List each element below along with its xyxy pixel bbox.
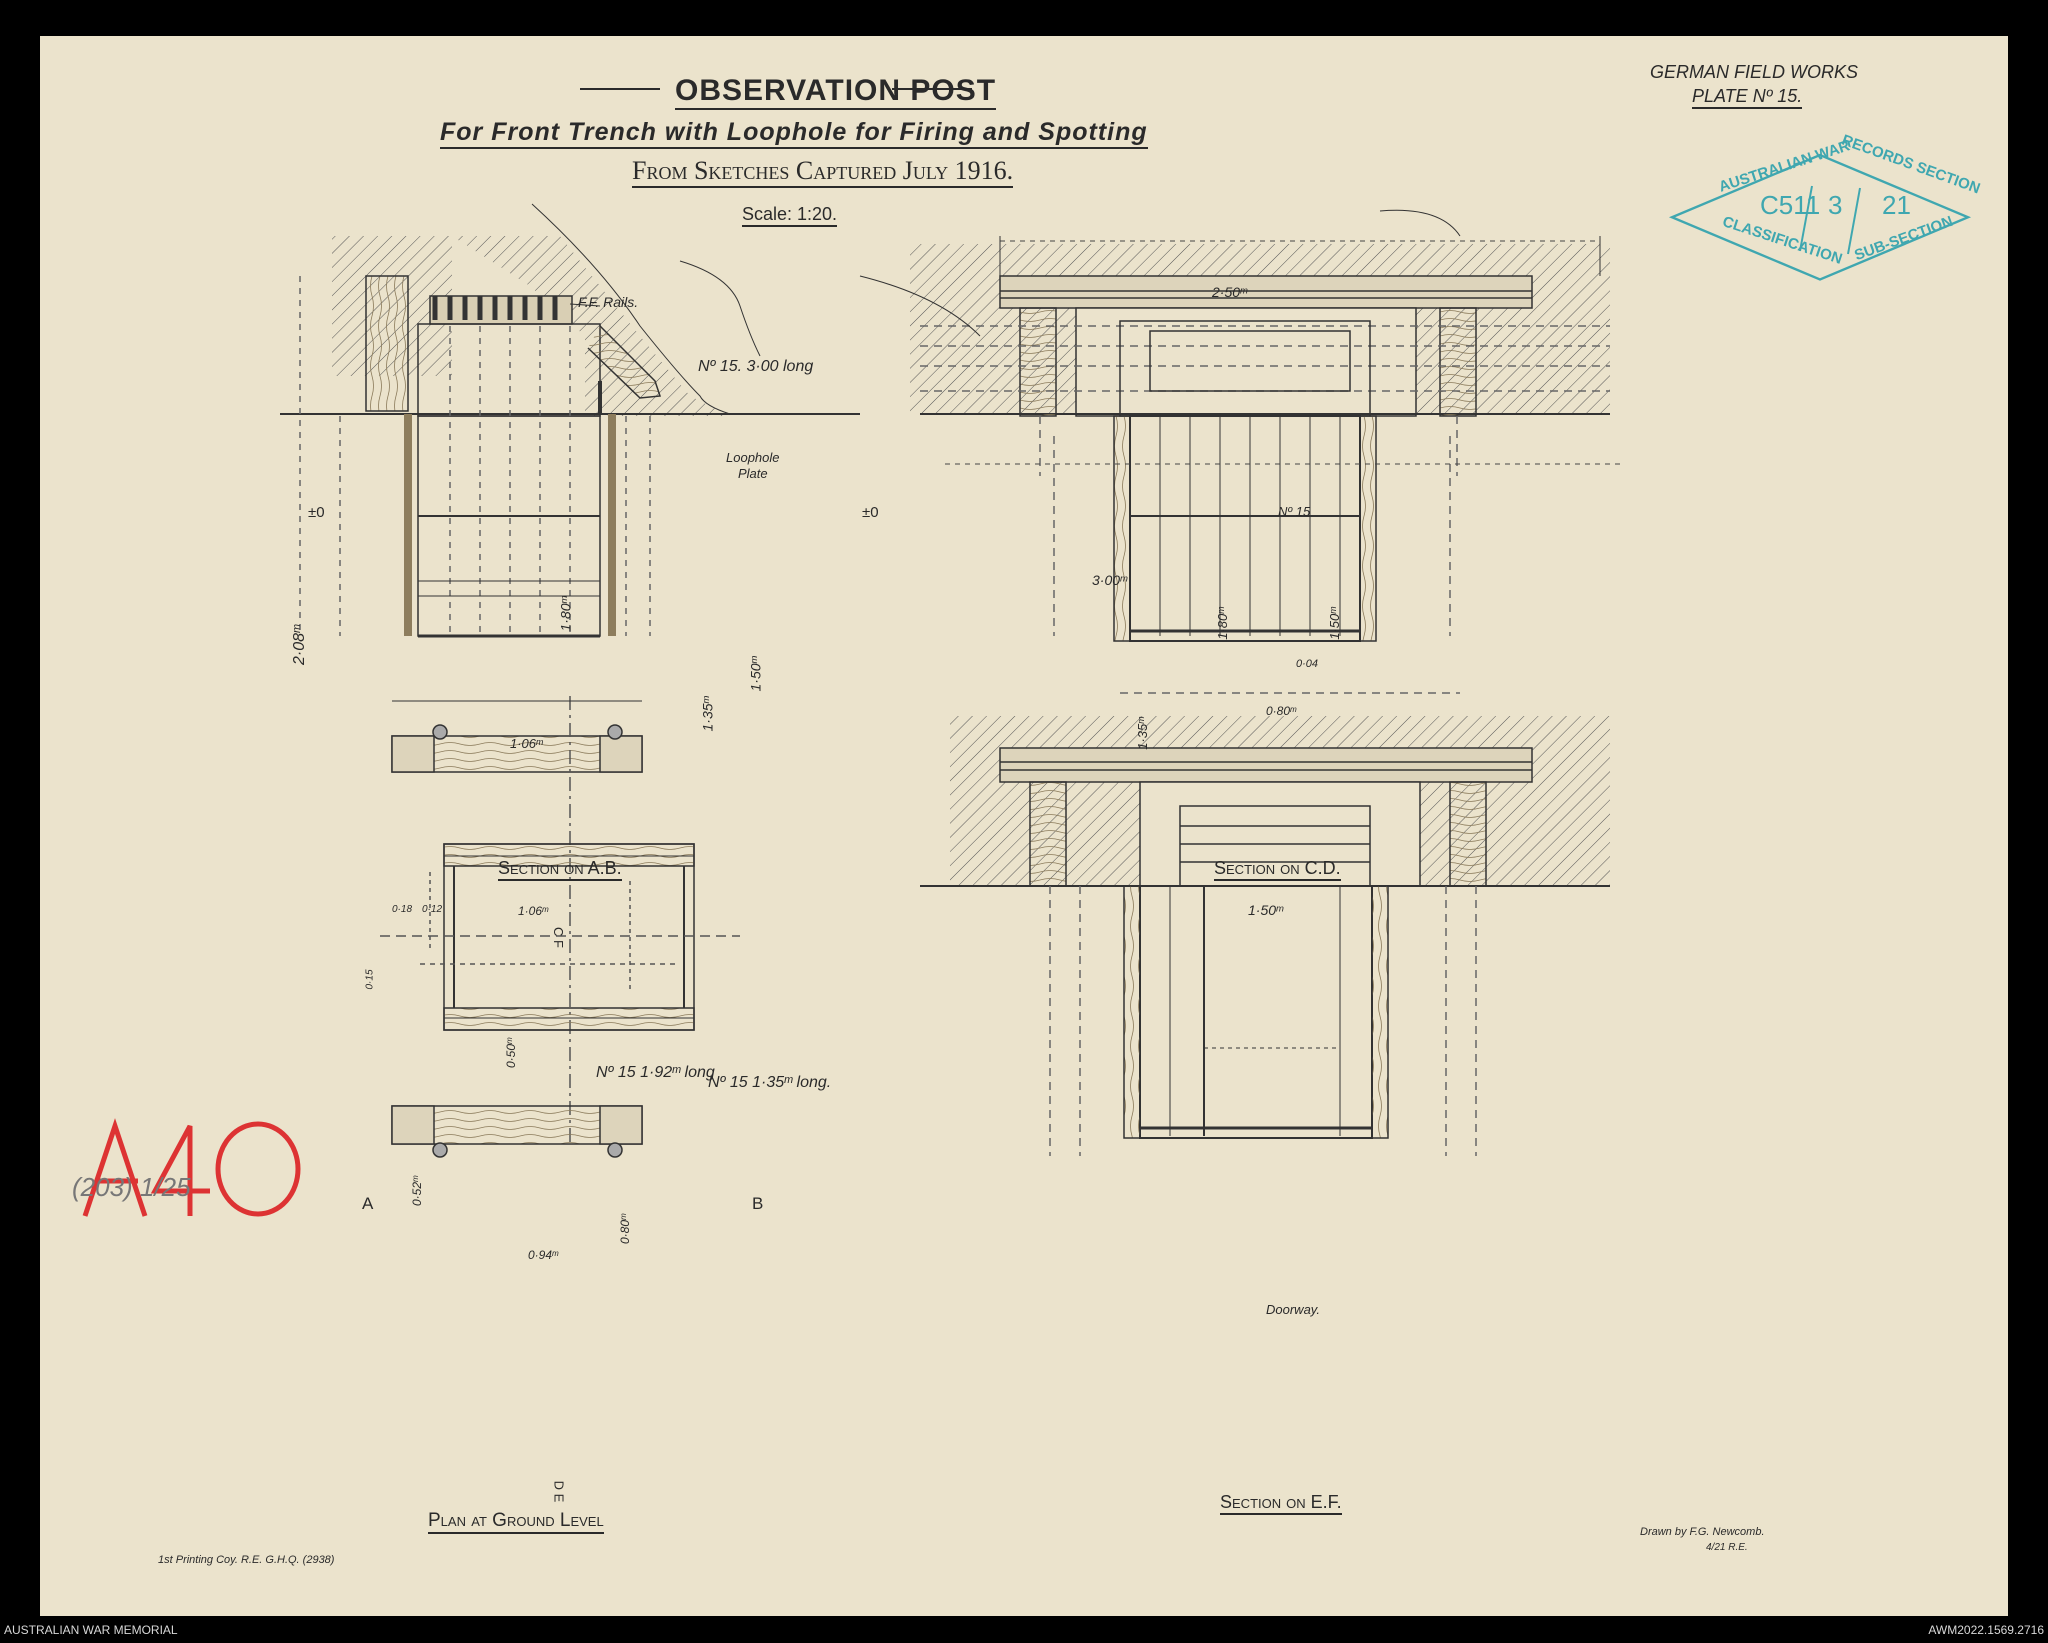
dim-ab-106: 1·06ᵐ — [510, 736, 543, 751]
dim-cd-300: 3·00ᵐ — [1092, 572, 1128, 588]
plate-number: PLATE Nº 15. — [1692, 86, 1802, 109]
section-ef-drawing — [920, 693, 1610, 1156]
plate-label: Plate — [738, 466, 768, 481]
dim-ab-180: 1·80ᵐ — [557, 596, 574, 632]
drawing-sheet: OBSERVATION POST For Front Trench with Loophole for Firing and Spotting From Sketches Captured July 1916. Scale: 1:20. GERMAN FIELD WORKS PLATE Nº 15. AUSTRALIAN WAR RECORDS SECTION CLASSIFICATION SUB-SECTION C511 3 21 F.F. Rails. Nº 15. 3·00 long Loophole Plate ±0 ±0 2·08ᵐ 1·80ᵐ 1·35ᵐ 1·50ᵐ 1·06ᵐ Section on A.B. 2·50ᵐ 3·00ᵐ Nº 15 1·80ᵐ 1·50ᵐ 1·35ᵐ 0·04 0·80ᵐ Section on C.D. 1·06ᵐ 0·18 0·12 0·15 0·50ᵐ 0·52ᵐ 0·80ᵐ 0·94ᵐ Nº 15 1·92ᵐ long Nº 15 1·35ᵐ long. A B C F D E Plan at Ground Level 1·50ᵐ Doorway. Section on E.F. Drawn by F.G. Newcomb. 4/21 R.E. 1st Printing Coy. R.E. G.H.Q. (2938) (203) 1/25 — [40, 36, 2008, 1616]
plan-dim-015: 0·15 — [364, 969, 376, 990]
dim-cd-004: 0·04 — [1296, 658, 1319, 670]
section-ef-label: Section on E.F. — [1220, 1492, 1342, 1515]
source-line: From Sketches Captured July 1916. — [632, 156, 1013, 188]
dim-208: 2·08ᵐ — [291, 624, 309, 666]
doorway-label: Doorway. — [1266, 1302, 1320, 1317]
plan-dim-052: 0·52ᵐ — [410, 1175, 425, 1207]
footer-credit: AUSTRALIAN WAR MEMORIAL — [4, 1623, 178, 1637]
dim-cd-080: 0·80ᵐ — [1266, 704, 1297, 718]
rail-note: Nº 15. 3·00 long — [698, 358, 814, 375]
dim-ab-150: 1·50ᵐ — [747, 656, 764, 692]
section-marker-b: B — [752, 1194, 764, 1213]
level-left: ±0 — [308, 504, 325, 521]
dim-cd-150: 1·50ᵐ — [1326, 607, 1342, 640]
section-ab-drawing — [280, 204, 860, 636]
title-rule-left — [580, 88, 660, 90]
rails-label: F.F. Rails. — [578, 294, 639, 310]
loophole-label: Loophole — [726, 450, 780, 465]
plan-dim-012: 0·12 — [422, 904, 443, 915]
plan-dim-106: 1·06ᵐ — [518, 904, 549, 918]
pencil-mark: (203) 1/25 — [72, 1172, 191, 1202]
cd-no15: Nº 15 — [1278, 504, 1311, 519]
section-marker-de: D E — [551, 1480, 567, 1503]
plan-label: Plan at Ground Level — [428, 1510, 604, 1534]
footer-id: AWM2022.1569.2716 — [1928, 1623, 2044, 1637]
plan-dim-080: 0·80ᵐ — [618, 1213, 633, 1245]
dim-ef-150: 1·50ᵐ — [1248, 902, 1284, 918]
section-marker-a: A — [362, 1194, 374, 1213]
dim-cd-250: 2·50ᵐ — [1212, 284, 1248, 300]
drawn-by: Drawn by F.G. Newcomb. — [1640, 1526, 1765, 1538]
printer-credit: 1st Printing Coy. R.E. G.H.Q. (2938) — [158, 1554, 335, 1566]
section-cd-label: Section on C.D. — [1214, 858, 1341, 881]
scale-label: Scale: 1:20. — [742, 204, 837, 227]
red-mark-text — [66, 1190, 68, 1191]
section-cd-drawing — [860, 210, 1620, 641]
drawn-unit: 4/21 R.E. — [1706, 1542, 1748, 1553]
dim-ab-135: 1·35ᵐ — [699, 696, 716, 732]
level-right: ±0 — [862, 504, 879, 521]
dim-cd-135: 1·35ᵐ — [1134, 717, 1150, 750]
dim-cd-180: 1·80ᵐ — [1214, 607, 1230, 640]
plan-dim-018: 0·18 — [392, 904, 413, 915]
plan-dim-050: 0·50ᵐ — [504, 1037, 519, 1069]
section-ab-label: Section on A.B. — [498, 858, 622, 881]
subtitle: For Front Trench with Loophole for Firing and Spotting — [440, 118, 1148, 149]
plan-note-2: Nº 15 1·35ᵐ long. — [708, 1074, 832, 1091]
plan-note-1: Nº 15 1·92ᵐ long — [596, 1064, 715, 1081]
plate-series: GERMAN FIELD WORKS — [1650, 62, 1859, 82]
title-rule-right — [892, 88, 972, 90]
page-title: OBSERVATION POST — [675, 74, 996, 110]
plan-dim-094: 0·94ᵐ — [528, 1248, 559, 1262]
section-marker-cf: C F — [550, 927, 566, 948]
